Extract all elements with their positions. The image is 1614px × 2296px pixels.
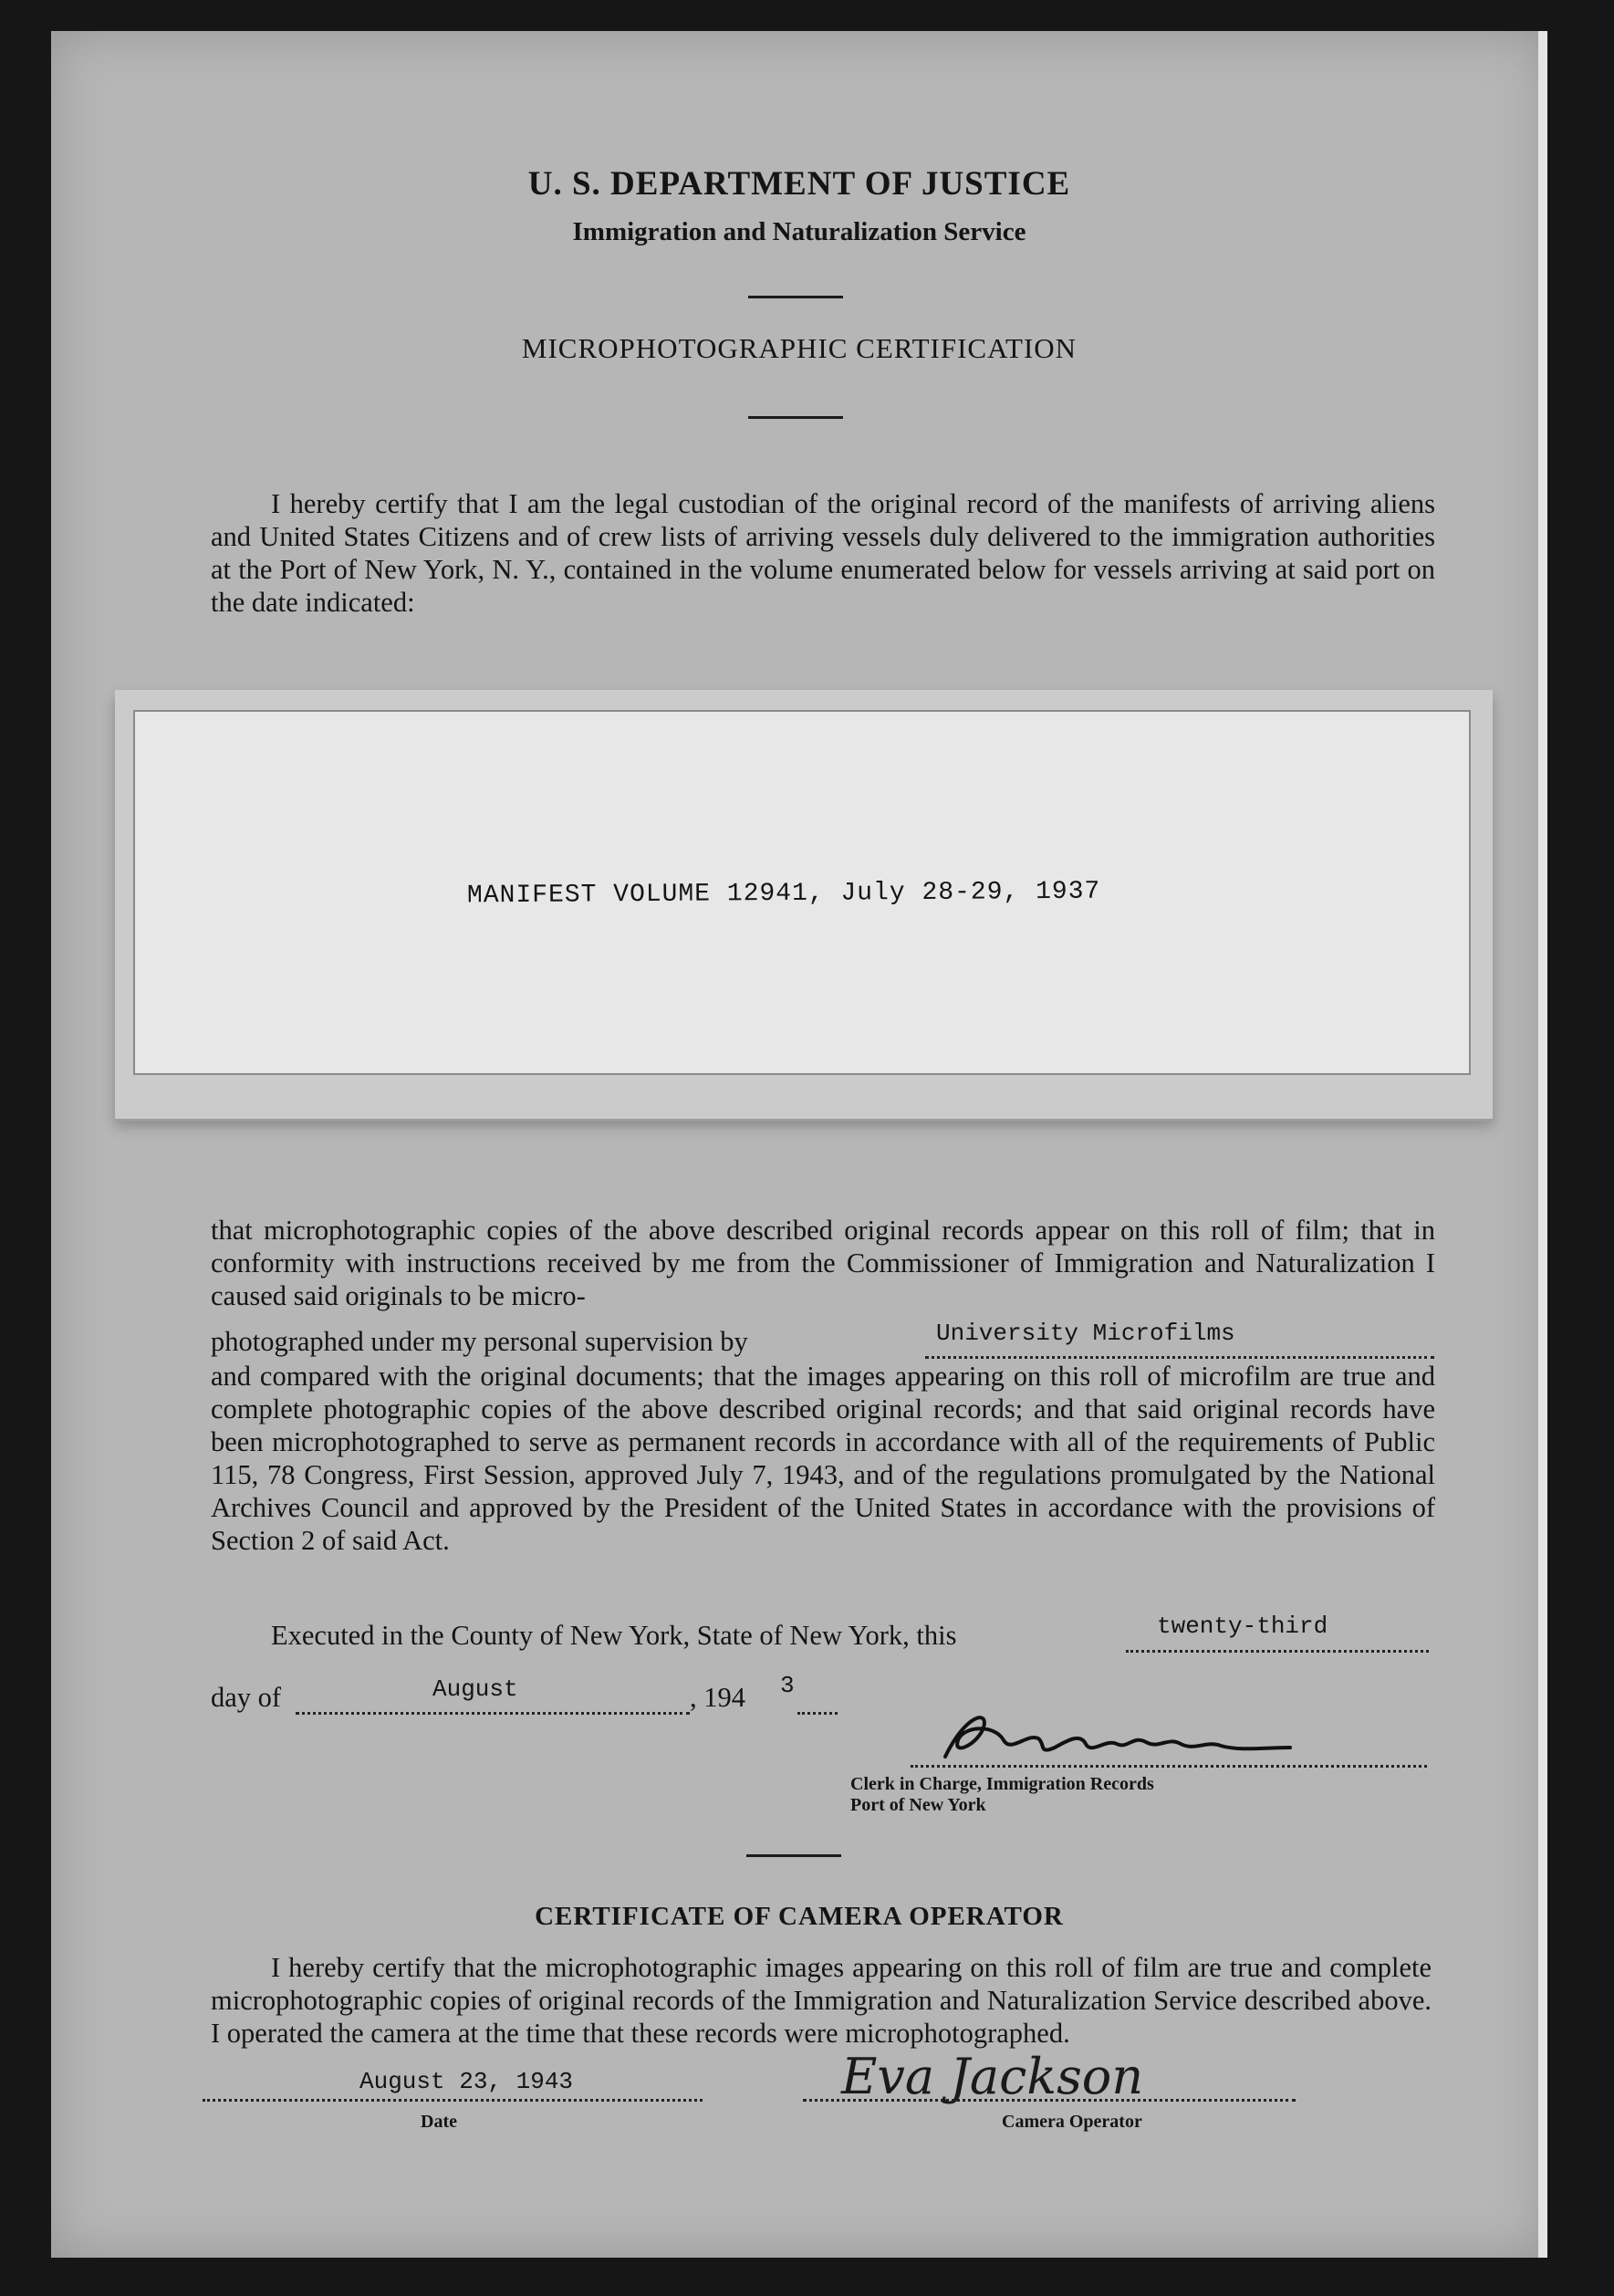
year-prefix: , 194: [690, 1682, 745, 1713]
document-page: [51, 31, 1547, 2258]
operator-signature-text: Eva Jackson: [841, 2048, 1144, 2105]
divider-rule: [748, 296, 843, 298]
supervision-line-label: photographed under my personal supervision by: [211, 1326, 748, 1357]
body-paragraph-part1: that microphotographic copies of the above described original records appear on this roll of film; that in conformity with instructions received by me from the Commissioner of Immigration and Naturalization I caused said originals to be micro-: [211, 1215, 1435, 1311]
camera-date-value: August 23, 1943: [359, 2068, 574, 2095]
year-digit: 3: [780, 1672, 795, 1699]
year-line: [797, 1681, 838, 1715]
manifest-volume-text: MANIFEST VOLUME 12941, July 28-29, 1937: [466, 877, 1101, 911]
camera-operator-label: Camera Operator: [1002, 2112, 1142, 2132]
camera-date-line: [203, 2068, 703, 2102]
attached-manifest-slip: [115, 690, 1493, 1119]
camera-certificate-title: CERTIFICATE OF CAMERA OPERATOR: [535, 1902, 1064, 1931]
intro-paragraph: I hereby certify that I am the legal custodian of the original record of the manifests of arriving aliens and United States Citizens and of crew lists of arriving vessels duly delivered to the immigration authorities at the Port of New York, N. Y., contained in the volume enumerated below for vessels arriving at said port on the date indicated:: [211, 488, 1435, 618]
divider-rule: [748, 416, 843, 419]
service-subheading: Immigration and Naturalization Service: [572, 217, 1026, 246]
certification-title: MICROPHOTOGRAPHIC CERTIFICATION: [521, 332, 1078, 364]
clerk-signature-line: [911, 1734, 1427, 1768]
month-value: August: [432, 1675, 518, 1703]
filmed-by-value: University Microfilms: [936, 1320, 1235, 1347]
divider-rule: [746, 1854, 841, 1857]
day-value: twenty-third: [1157, 1612, 1328, 1640]
camera-date-label: Date: [421, 2112, 457, 2132]
clerk-title-line2: Port of New York: [850, 1795, 986, 1815]
department-heading: U. S. DEPARTMENT OF JUSTICE: [527, 165, 1071, 203]
manifest-card: [133, 710, 1471, 1075]
clerk-title-line1: Clerk in Charge, Immigration Records: [850, 1774, 1154, 1794]
execution-line-label: Executed in the County of New York, State of New York, this: [271, 1620, 957, 1651]
camera-operator-line: [803, 2068, 1296, 2102]
day-of-label: day of: [211, 1682, 282, 1713]
body-paragraph-part2: and compared with the original documents; that the images appearing on this roll of microfilm are true and complete photographic copies of the above described original records; and that said original records have been microphotographed to serve as permanent records in accordance with all of the requirements of Public 115, 78 Congress, First Session, approved July 7, 1943, and of the regulations promulgated by the National Archives Council and approved by the President of the United States in accordance with the provisions of Section 2 of said Act.: [211, 1361, 1435, 1556]
camera-paragraph: I hereby certify that the microphotographic images appearing on this roll of film are true and complete microphotographic copies of original records of the Immigration and Naturalization Service described above. I operated the camera at the time that these records were microphotographed.: [211, 1952, 1432, 2049]
